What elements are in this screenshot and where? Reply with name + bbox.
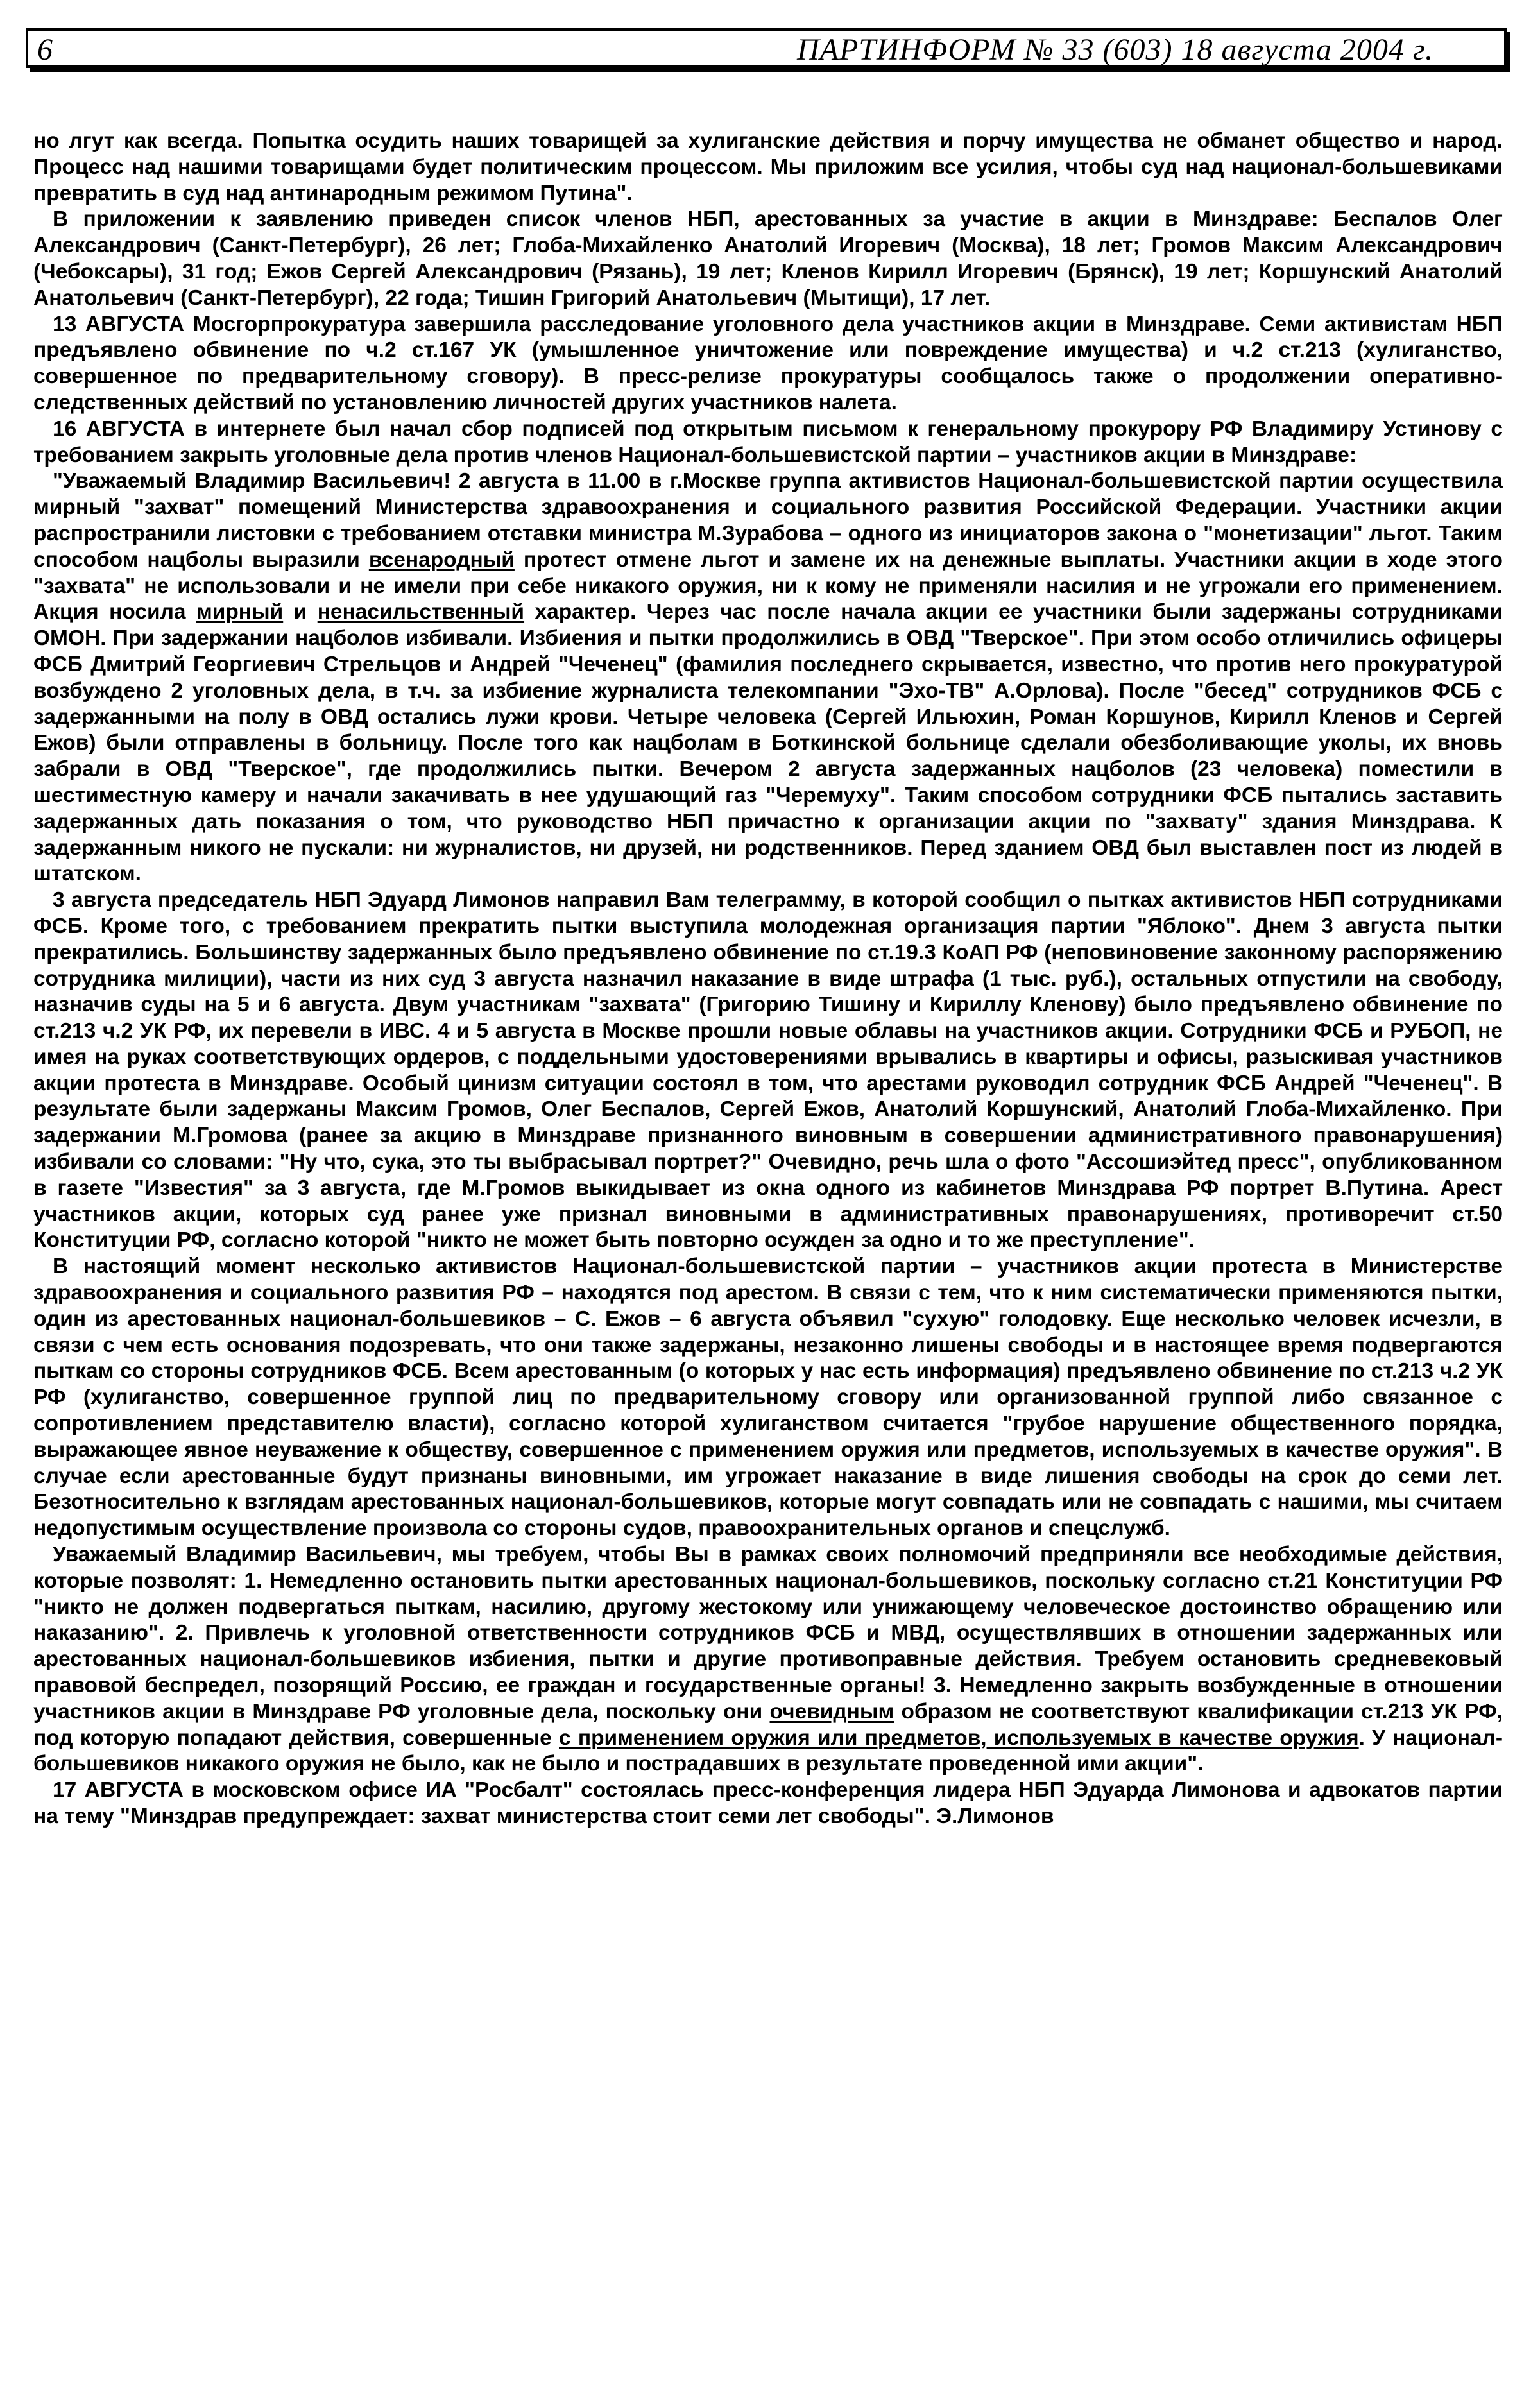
text-run: и <box>283 600 318 624</box>
paragraph: 3 августа председатель НБП Эдуард Лимонов направил Вам телеграмму, в которой сообщил о пытках активистов НБП сотрудниками ФСБ. Кроме того, с требованием прекратить пытки выступила молодежная организация партии "Яблоко". Днем 3 августа пытки прекратились. Большинству задержанных было предъявлено обвинение по ст.19.3 КоАП РФ (неповиновение законному распоряжению сотрудника милиции), части из них суд 3 августа назначил наказание в виде штрафа (1 тыс. руб.), остальных отпустили на свободу, назначив суды на 5 и 6 августа. Двум участникам "захвата" (Григорию Тишину и Кириллу Кленову) было предъявлено обвинение по ст.213 ч.2 УК РФ, их перевели в ИВС. 4 и 5 августа в Москве прошли новые облавы на участников акции. Сотрудники ФСБ и РУБОП, не имея на руках соответствующих ордеров, с поддельными удостоверениями врывались в квартиры и офисы, разыскивая участников акции протеста в Минздраве. Особый цинизм ситуации состоял в том, что арестами руководил сотрудник ФСБ Андрей "Чеченец". В результате были задержаны Максим Громов, Олег Беспалов, Сергей Ежов, Анатолий Коршунский, Анатолий Глоба-Михайленко. При задержании М.Громова (ранее за акцию в Минздраве признанного виновным в совершении административного правонарушения) избивали со словами: "Ну что, сука, это ты выбрасывал портрет?" Очевидно, речь шла о фото "Ассошиэйтед пресс", опубликованном в газете "Известия" за 3 августа, где М.Громов выкидывает из окна одного из кабинетов Минздрава РФ портрет В.Путина. Арест участников акции, которых суд ранее уже признал виновными в административных правонарушениях, противоречит ст.50 Конституции РФ, согласно которой "никто не может быть повторно осужден за одно и то же преступление". <box>33 888 1503 1253</box>
text-run: . У национал-большевиков никакого оружия не было, как не было и пострадавших в результате проведенной ими акции". <box>33 1726 1503 1776</box>
text-run: характер. Через час после начала акции ее участники были задержаны сотрудниками ОМОН. При задержании нацболов избивали. Избиения и пытки продолжились в ОВД "Тверское". При этом особо отличились офицеры ФСБ Дмитрий Георгиевич Стрельцов и Андрей "Чеченец" (фамилия последнего скрывается, известно, что против него прокуратурой возбуждено 2 уголовных дела, в т.ч. за избиение журналиста телекомпании "Эхо-ТВ" А.Орлова). После "бесед" сотрудников ФСБ с задержанными на полу в ОВД остались лужи крови. Четыре человека (Сергей Ильюхин, Роман Коршунов, Кирилл Кленов и Сергей Ежов) были отправлены в больницу. После того как нацболам в Боткинской больнице сделали обезболивающие уколы, их вновь забрали в ОВД "Тверское", где продолжились пытки. Вечером 2 августа задержанных нацболов (23 человека) поместили в шестиместную камеру и начали закачивать в нее удушающий газ "Черемуху". Таким способом сотрудники ФСБ пытались заставить задержанных дать показания о том, что руководство НБП причастно к организации акции по "захвату" здания Минздрава. К задержанным никого не пускали: ни журналистов, ни друзей, ни родственников. Перед зданием ОВД был выставлен пост из людей в штатском. <box>33 600 1503 886</box>
underlined-text: очевидным <box>769 1699 894 1724</box>
text-run: протест отмене льгот и замене их на денежные выплаты. Участники акции в ходе этого "захвата" не использовали и не имели при себе никакого оружия, ни к кому не применяли насилия и не угрожали его применением. Акция носила <box>33 547 1503 624</box>
paragraph: 16 АВГУСТА в интернете был начал сбор подписей под открытым письмом к генеральному прокурору РФ Владимиру Устинову с требованием закрыть уголовные дела против членов Национал-большевистской партии – участников акции в Минздраве: <box>33 416 1503 467</box>
text-run: Уважаемый Владимир Васильевич, мы требуем, чтобы Вы в рамках своих полномочий предприняли все необходимые действия, которые позволят: 1. Немедленно остановить пытки арестованных национал-большевиков, поскольку согласно ст.21 Конституции РФ "никто не должен подвергаться пыткам, насилию, другому жестокому или унижающему человеческое достоинство обращению или наказанию". 2. Привлечь к уголовной ответственности сотрудников ФСБ и МВД, осуществлявших в отношении задержанных или арестованных национал-большевиков избиения, пытки и другие противоправные действия. Требуем остановить средневековый правовой беспредел, позорящий Россию, ее граждан и государственные органы! 3. Немедленно закрыть возбужденные в отношении участников акции в Минздраве РФ уголовные дела, поскольку они <box>33 1543 1503 1724</box>
underlined-text: с применением оружия или предметов, используемых в качестве оружия <box>559 1726 1359 1750</box>
underlined-text: всенародный <box>368 547 515 572</box>
page-header <box>26 28 1507 68</box>
paragraph: 13 АВГУСТА Мосгорпрокуратура завершила расследование уголовного дела участников акции в Минздраве. Семи активистам НБП предъявлено обвинение по ч.2 ст.167 УК (умышленное уничтожение или повреждение имущества) и ч.2 ст.213 (хулиганство, совершенное по предварительному сговору). В пресс-релизе прокуратуры сообщалось также о продолжении оперативно-следственных действий по установлению личностей других участников налета. <box>33 312 1503 415</box>
underlined-text: ненасильственный <box>317 600 525 624</box>
paragraph <box>33 468 1503 887</box>
underlined-text: мирный <box>196 600 284 624</box>
paragraph: В настоящий момент несколько активистов Национал-большевистской партии – участников акции протеста в Министерстве здравоохранения и социального развития РФ – находятся под арестом. В связи с тем, что к ним систематически применяются пытки, один из арестованных национал-большевиков – С. Ежов – 6 августа объявил "сухую" голодовку. Еще несколько человек исчезли, в связи с чем есть основания подозревать, что они также задержаны, незаконно лишены свободы и в настоящее время подвергаются пыткам со стороны сотрудников ФСБ. Всем арестованным (о которых у нас есть информация) предъявлено обвинение по ст.213 ч.2 УК РФ (хулиганство, совершенное группой лиц по предварительному сговору или организованной группой либо связанное с сопротивлением представителю власти), согласно которой хулиганством считается "грубое нарушение общественного порядка, выражающее явное неуважение к обществу, совершенное с применением оружия или предметов, используемых в качестве оружия". В случае если арестованные будут признаны виновными, им угрожает наказание в виде лишения свободы на срок до семи лет. Безотносительно к взглядам арестованных национал-большевиков, которые могут совпадать или не совпадать с нашими, мы считаем недопустимым осуществление произвола со стороны судов, правоохранительных органов и спецслужб. <box>33 1255 1503 1541</box>
paragraph: но лгут как всегда. Попытка осудить наших товарищей за хулиганские действия и порчу имущества не обманет общество и народ. Процесс над нашими товарищами будет политическим процессом. Мы приложим все усилия, чтобы суд над национал-большевиками превратить в суд над антинародным режимом Путина". <box>33 129 1503 205</box>
article-body <box>33 128 1503 1830</box>
page-number: 6 <box>37 33 53 67</box>
issue-info: ПАРТИНФОРМ № 33 (603) 18 августа 2004 г. <box>796 33 1433 67</box>
paragraph <box>33 1542 1503 1778</box>
paragraph: В приложении к заявлению приведен список членов НБП, арестованных за участие в акции в Минздраве: Беспалов Олег Александрович (Санкт-Петербург), 26 лет; Глоба-Михайленко Анатолий Игоревич (Москва), 18 лет; Громов Максим Александрович (Чебоксары), 31 год; Ежов Сергей Александрович (Рязань), 19 лет; Кленов Кирилл Игоревич (Брянск), 19 лет; Коршунский Анатолий Анатольевич (Санкт-Петербург), 22 года; Тишин Григорий Анатольевич (Мытищи), 17 лет. <box>33 207 1503 310</box>
text-run: образом не соответствуют квалификации ст.213 УК РФ, под которую попадают действия, совершенные <box>33 1699 1503 1750</box>
paragraph: 17 АВГУСТА в московском офисе ИА "Росбалт" состоялась пресс-конференция лидера НБП Эдуарда Лимонова и адвокатов партии на тему "Минздрав предупреждает: захват министерства стоит семи лет свободы". Э.Лимонов <box>33 1778 1503 1828</box>
text-run: "Уважаемый Владимир Васильевич! 2 августа в 11.00 в г.Москве группа активистов Национал-большевистской партии осуществила мирный "захват" помещений Министерства здравоохранения и социального развития Российской Федерации. Участники акции распространили листовки с требованием отставки министра М.Зурабова – одного из инициаторов закона о "монетизации" льгот. Таким способом нацболы выразили <box>33 469 1503 572</box>
